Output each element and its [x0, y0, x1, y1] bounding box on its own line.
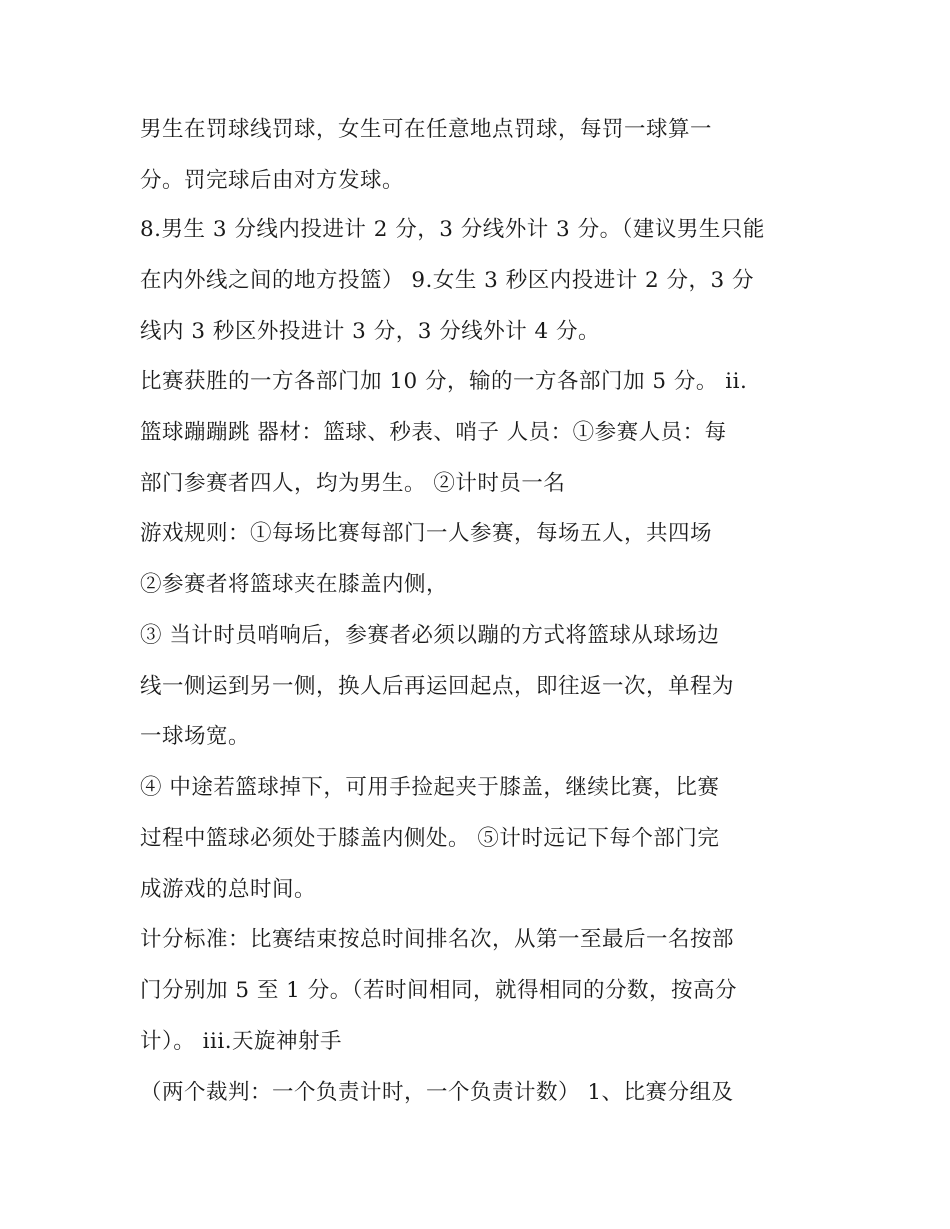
text-line: 部门参赛者四人，均为男生。 ②计时员一名 [140, 471, 566, 496]
text-line: 8.男生 3 分线内投进计 2 分，3 分线外计 3 分。（建议男生只能 [140, 217, 765, 242]
text-line: 男生在罚球线罚球，女生可在任意地点罚球，每罚一球算一 [140, 117, 713, 142]
text-line: ④ 中途若篮球掉下，可用手捡起夹于膝盖，继续比赛，比赛 [140, 775, 720, 800]
text-line: 计分标准：比赛结束按总时间排名次，从第一至最后一名按部 [140, 927, 735, 952]
text-line: 线一侧运到另一侧，换人后再运回起点，即往返一次，单程为 [140, 674, 735, 699]
text-line: 比赛获胜的一方各部门加 10 分，输的一方各部门加 5 分。 ii. [140, 369, 748, 394]
text-line: 一球场宽。 [140, 724, 251, 749]
text-line: 成游戏的总时间。 [140, 877, 317, 902]
text-line: 过程中篮球必须处于膝盖内侧处。 ⑤计时远记下每个部门完 [140, 826, 720, 851]
text-line: 在内外线之间的地方投篮） 9.女生 3 秒区内投进计 2 分，3 分 [140, 268, 755, 293]
text-line: 分。罚完球后由对方发球。 [140, 168, 405, 193]
text-line: ②参赛者将篮球夹在膝盖内侧， [140, 572, 449, 597]
text-line: （两个裁判：一个负责计时，一个负责计数） 1、比赛分组及 [140, 1080, 734, 1105]
text-line: 门分别加 5 至 1 分。（若时间相同，就得相同的分数，按高分 [140, 978, 737, 1003]
text-line: 篮球蹦蹦跳 器材：篮球、秒表、哨子 人员：①参赛人员：每 [140, 420, 727, 445]
text-line: 计）。 iii.天旋神射手 [140, 1029, 343, 1054]
text-line: 游戏规则：①每场比赛每部门一人参赛，每场五人，共四场 [140, 521, 713, 546]
text-line: 线内 3 秒区外投进计 3 分，3 分线外计 4 分。 [140, 319, 601, 344]
text-line: ③ 当计时员哨响后，参赛者必须以蹦的方式将篮球从球场边 [140, 623, 720, 648]
